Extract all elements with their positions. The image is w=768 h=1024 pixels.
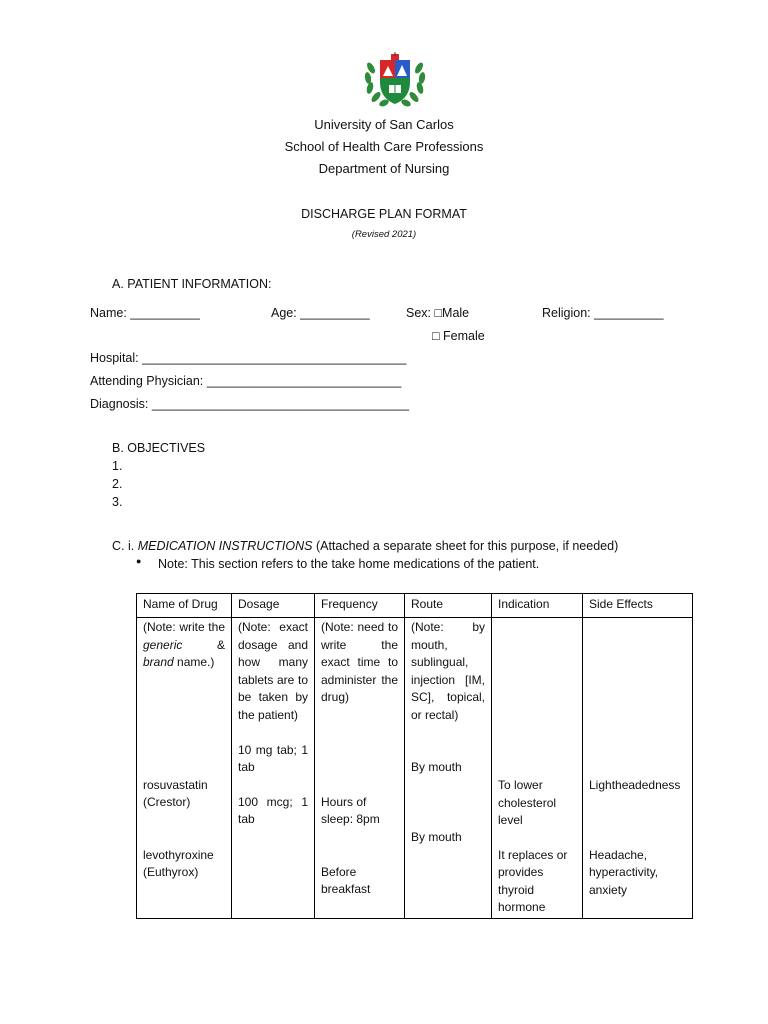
- route-note: (Note: by mouth, sublingual, injection [IM, SC], topical, or rectal): [411, 620, 485, 722]
- section-c-heading: [112, 539, 618, 553]
- section-c-prefix: C. i.: [112, 539, 138, 553]
- drug-cell: [137, 618, 232, 919]
- diagnosis-field: Diagnosis: _____________________________________: [90, 397, 410, 411]
- indication-value: To lower cholesterol level: [498, 778, 557, 827]
- section-b-heading: B. OBJECTIVES: [112, 441, 206, 455]
- route-value: By mouth: [411, 760, 462, 774]
- column-header-dosage: Dosage: [232, 594, 315, 618]
- frequency-value: Hours of sleep: 8pm: [321, 794, 380, 826]
- indication-cell: [492, 618, 583, 919]
- dosage-value: 100 mcg; 1 tab: [238, 794, 308, 826]
- table-row: [137, 618, 693, 919]
- table-header-row: [137, 594, 693, 618]
- medication-table: [136, 593, 693, 919]
- dosage-value: 10 mg tab; 1 tab: [238, 742, 308, 774]
- column-header-indication: Indication: [492, 594, 583, 618]
- route-value: By mouth: [411, 829, 462, 844]
- objective-item: 2.: [112, 477, 123, 491]
- section-c-suffix: (Attached a separate sheet for this purpose, if needed): [312, 539, 619, 553]
- column-header-frequency: Frequency: [315, 594, 405, 618]
- side-effects-value: Headache, hyperactivity, anxiety: [589, 847, 659, 897]
- side-effects-cell: [583, 618, 693, 919]
- religion-field: Religion: __________: [542, 306, 664, 320]
- department-name: Department of Nursing: [318, 161, 450, 176]
- column-header-drug: Name of Drug: [137, 594, 232, 618]
- drug-name: levothyroxine (Euthyrox): [143, 847, 214, 879]
- frequency-value: Before breakfast: [321, 864, 371, 896]
- column-header-route: Route: [405, 594, 492, 618]
- side-effects-value: Lightheadedness: [589, 778, 681, 792]
- section-a-heading: A. PATIENT INFORMATION:: [112, 277, 272, 291]
- frequency-cell: [315, 618, 405, 919]
- dosage-cell: [232, 618, 315, 919]
- sex-male-option: Sex: □Male: [406, 306, 470, 320]
- objective-item: 1.: [112, 459, 123, 473]
- column-header-side-effects: Side Effects: [583, 594, 693, 618]
- name-field: Name: __________: [90, 306, 200, 320]
- section-c-title: MEDICATION INSTRUCTIONS: [137, 539, 313, 553]
- drug-name: rosuvastatin (Crestor): [143, 777, 208, 809]
- drug-note: (Note: write the generic & brand name.): [143, 620, 225, 669]
- frequency-note: (Note: need to write the exact time to administer the drug): [321, 620, 398, 704]
- document-title: DISCHARGE PLAN FORMAT: [301, 207, 467, 221]
- bullet-icon: ●: [136, 556, 142, 566]
- route-cell: [405, 618, 492, 919]
- physician-field: Attending Physician: ____________________________: [90, 374, 402, 388]
- age-field: Age: __________: [271, 306, 370, 320]
- dosage-note: (Note: exact dosage and how many tablets are to be taken by the patient): [238, 620, 308, 722]
- hospital-field: Hospital: ______________________________________: [90, 351, 407, 365]
- objective-item: 3.: [112, 495, 123, 509]
- school-name: School of Health Care Professions: [284, 139, 484, 154]
- medication-note: Note: This section refers to the take home medications of the patient.: [158, 557, 540, 571]
- indication-value: It replaces or provides thyroid hormone: [498, 847, 568, 914]
- university-name: University of San Carlos: [314, 117, 454, 132]
- sex-female-option: □ Female: [432, 329, 485, 343]
- revision-note: (Revised 2021): [351, 229, 417, 240]
- university-seal-logo: [362, 52, 428, 110]
